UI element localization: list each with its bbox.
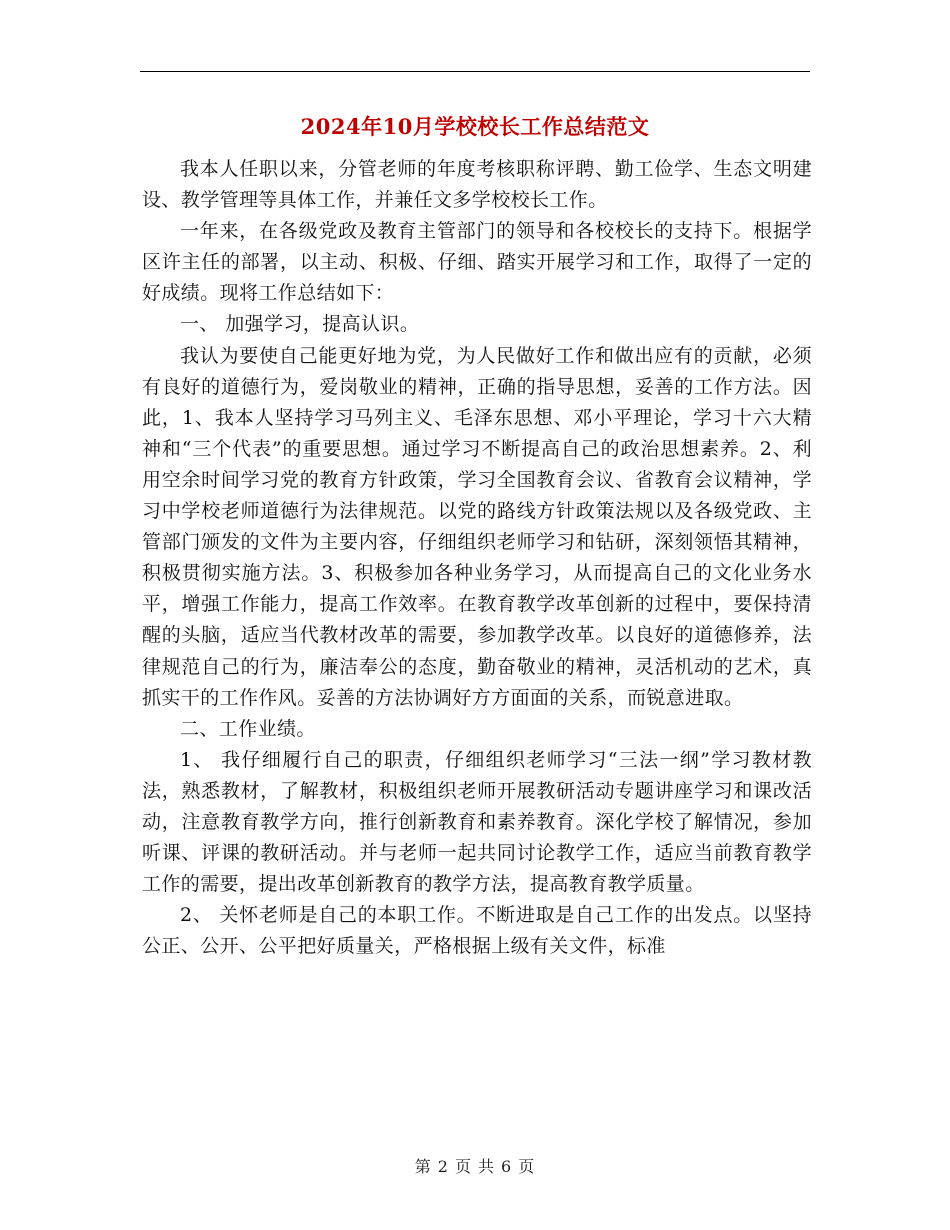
section-heading-achievements: 二、工作业绩。 <box>180 717 316 740</box>
document-title: 2024年10月学校校长工作总结范文 <box>300 114 650 139</box>
paragraph-intro: 我本人任职以来，分管老师的年度考核职称评聘、勤工俭学、生态文明建设、教学管理等具体工作，并兼任文多学校校长工作。 <box>142 158 812 212</box>
footer-suffix: 页 <box>518 1157 536 1176</box>
page-footer <box>0 1154 950 1177</box>
footer-middle: 页 共 <box>454 1157 496 1176</box>
footer-total-pages: 6 <box>501 1157 513 1176</box>
document-body <box>142 154 812 962</box>
section-heading-study: 一、 加强学习，提高认识。 <box>180 313 420 336</box>
paragraph-achievement-2: 2、 关怀老师是自己的本职工作。不断进取是自己工作的出发点。以坚持公正、公开、公平把好质量关，严格根据上级有关文件，标准 <box>142 904 812 958</box>
footer-page-number: 2 <box>437 1157 449 1176</box>
paragraph-overview: 一年来，在各级党政及教育主管部门的领导和各校校长的支持下。根据学区许主任的部署，以主动、积极、仔细、踏实开展学习和工作，取得了一定的好成绩。现将工作总结如下： <box>142 220 812 305</box>
header-rule <box>140 71 810 72</box>
paragraph-study: 我认为要使自己能更好地为党，为人民做好工作和做出应有的贡献，必须有良好的道德行为，爱岗敬业的精神，正确的指导思想，妥善的工作方法。因此，1、我本人坚持学习马列主义、毛泽东思想、邓小平理论，学习十六大精神和“三个代表”的重要思想。通过学习不断提高自己的政治思想素养。2、利用空余时间学习党的教育方针政策，学习全国教育会议、省教育会议精神，学习中学校老师道德行为法律规范。以党的路线方针政策法规以及各级党政、主管部门颁发的文件为主要内容，仔细组织老师学习和钻研，深刻领悟其精神，积极贯彻实施方法。3、积极参加各种业务学习，从而提高自己的文化业务水平，增强工作能力，提高工作效率。在教育教学改革创新的过程中，要保持清醒的头脑，适应当代教材改革的需要，参加教学改革。以良好的道德修养，法律规范自己的行为，廉洁奉公的态度，勤奋敬业的精神，灵活机动的艺术，真抓实干的工作作风。妥善的方法协调好方方面面的关系，而锐意进取。 <box>142 344 812 709</box>
paragraph-achievement-1: 1、 我仔细履行自己的职责，仔细组织老师学习“三法一纲”学习教材教法，熟悉教材，了解教材，积极组织老师开展教研活动专题讲座学习和课改活动，注意教育教学方向，推行创新教育和素养教育。深化学校了解情况，参加听课、评课的教研活动。并与老师一起共同讨论教学工作，适应当前教育教学工作的需要，提出改革创新教育的教学方法，提高教育教学质量。 <box>142 748 812 896</box>
footer-prefix: 第 <box>414 1157 432 1176</box>
